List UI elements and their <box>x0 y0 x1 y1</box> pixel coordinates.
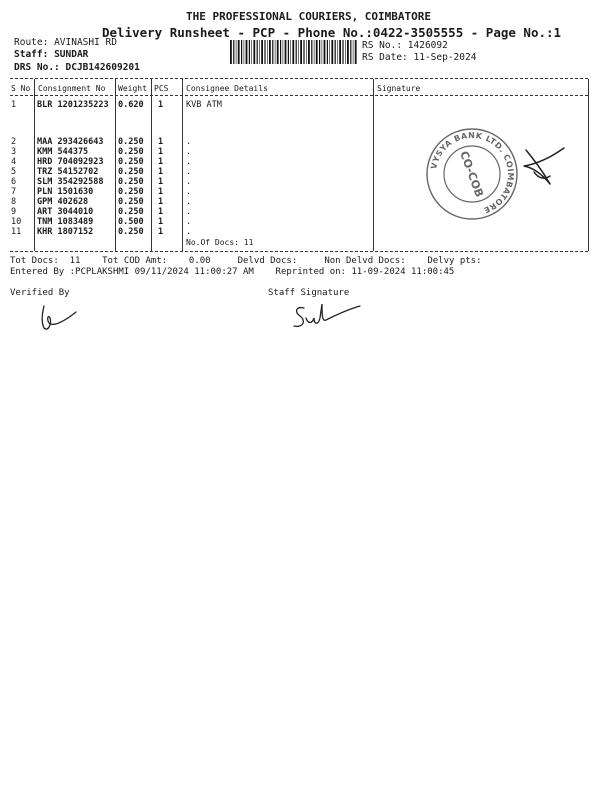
col-header-weight: Weight <box>118 84 147 93</box>
cell-consignment: TRZ 54152702 <box>37 167 99 177</box>
cell-consignment: KMM 544375 <box>37 147 89 157</box>
non-delvd-docs: Non Delvd Docs: <box>324 256 406 266</box>
table-top-rule <box>10 78 588 79</box>
cell-sno: 9 <box>11 207 17 217</box>
reprinted-on: Reprinted on: 11-09-2024 11:00:45 <box>275 267 455 277</box>
verifier-signature-image <box>36 302 78 334</box>
cell-weight: 0.250 <box>118 187 144 197</box>
cell-consignee: . <box>186 167 192 177</box>
cell-sno: 10 <box>11 217 22 227</box>
col-header-consignment: Consignment No <box>38 84 106 93</box>
rs-no-line <box>362 40 448 51</box>
drs-value: DCJB142609201 <box>65 62 140 73</box>
col-header-pcs: PCS <box>154 84 169 93</box>
cell-consignment: SLM 354292588 <box>37 177 104 187</box>
delvd-docs: Delvd Docs: <box>237 256 298 266</box>
consignee-signature-image <box>520 144 570 188</box>
cell-sno: 3 <box>11 147 17 157</box>
cell-sno: 5 <box>11 167 17 177</box>
drs-label: DRS No.: <box>14 62 60 73</box>
staff-signature-label: Staff Signature <box>268 288 350 298</box>
col-divider-sno <box>34 79 35 251</box>
cell-pcs: 1 <box>158 137 164 147</box>
staff-line <box>14 49 88 60</box>
cell-consignment: HRD 704092923 <box>37 157 104 167</box>
cell-sno: 8 <box>11 197 17 207</box>
cell-consignment: KHR 1807152 <box>37 227 94 237</box>
entered-by: Entered By :PCPLAKSHMI 09/11/2024 11:00:27 AM <box>10 267 254 277</box>
cell-consignee: . <box>186 197 192 207</box>
cell-consignee: . <box>186 227 192 237</box>
staff-label: Staff: <box>14 49 49 60</box>
cell-sno: 4 <box>11 157 17 167</box>
bank-stamp-seal <box>424 126 520 222</box>
cell-weight: 0.250 <box>118 227 144 237</box>
staff-signature-image <box>290 298 362 332</box>
drs-line <box>14 62 140 73</box>
tot-docs: Tot Docs: 11 <box>10 256 81 266</box>
cell-consignment: ART 3044010 <box>37 207 94 217</box>
table-header-rule <box>10 95 588 96</box>
staff-value: SUNDAR <box>54 49 89 60</box>
rs-no-value: 1426092 <box>407 40 448 51</box>
tot-cod-value: 0.00 <box>188 256 211 266</box>
cell-consignment: MAA 293426643 <box>37 137 104 147</box>
route-label: Route: <box>14 37 49 48</box>
svg-text:VYSYA BANK LTD. COIMBATORE: VYSYA BANK LTD. COIMBATORE <box>429 130 516 215</box>
cell-consignee: . <box>186 137 192 147</box>
col-header-sno: S No <box>11 84 31 93</box>
cell-consignee: KVB ATM <box>186 100 222 110</box>
cell-consignee: . <box>186 217 192 227</box>
cell-pcs: 1 <box>158 227 164 237</box>
cell-weight: 0.250 <box>118 167 144 177</box>
company-name: THE PROFESSIONAL COURIERS, COIMBATORE <box>186 10 432 23</box>
cell-pcs: 1 <box>158 147 164 157</box>
cell-consignment: GPM 402628 <box>37 197 89 207</box>
cell-sno: 2 <box>11 137 17 147</box>
cell-consignee: . <box>186 187 192 197</box>
cell-pcs: 1 <box>158 177 164 187</box>
cell-pcs: 1 <box>158 100 164 110</box>
cell-sno: 1 <box>11 100 17 110</box>
cell-weight: 0.500 <box>118 217 144 227</box>
cell-consignment: BLR 1201235223 <box>37 100 109 110</box>
cell-consignee: . <box>186 207 192 217</box>
cell-weight: 0.250 <box>118 157 144 167</box>
col-divider-right <box>588 79 589 251</box>
cell-sno: 7 <box>11 187 17 197</box>
svg-text:CO-COB: CO-COB <box>457 149 486 199</box>
rs-date-line <box>362 52 476 63</box>
delvy-pts: Delvy pts: <box>427 256 482 266</box>
rs-date-label: RS Date: <box>362 52 408 63</box>
cell-consignment: PLN 1501630 <box>37 187 94 197</box>
cell-pcs: 1 <box>158 157 164 167</box>
cell-consignee: . <box>186 157 192 167</box>
verified-by-label: Verified By <box>10 288 70 298</box>
cell-sno: 11 <box>11 227 22 237</box>
runsheet-title: Delivery Runsheet - PCP - Phone No.:0422-3505555 - Page No.:1 <box>102 25 562 40</box>
col-divider-pcs <box>182 79 183 251</box>
cell-consignee: . <box>186 147 192 157</box>
col-header-consignee: Consignee Details <box>186 84 268 93</box>
cell-weight: 0.250 <box>118 197 144 207</box>
cell-weight: 0.250 <box>118 147 144 157</box>
cell-pcs: 1 <box>158 207 164 217</box>
route-line <box>14 37 117 48</box>
cell-pcs: 1 <box>158 217 164 227</box>
cell-consignee: . <box>186 177 192 187</box>
totals-line <box>10 256 482 266</box>
rs-no-label: RS No.: <box>362 40 403 51</box>
cell-weight: 0.250 <box>118 177 144 187</box>
col-header-signature: Signature <box>377 84 421 93</box>
tot-cod-label: Tot COD Amt: <box>102 256 168 266</box>
entry-line <box>10 267 454 277</box>
table-bottom-rule <box>10 251 588 252</box>
rs-date-value: 11-Sep-2024 <box>413 52 477 63</box>
cell-weight: 0.250 <box>118 137 144 147</box>
col-divider-weight <box>151 79 152 251</box>
cell-sno: 6 <box>11 177 17 187</box>
cell-pcs: 1 <box>158 197 164 207</box>
cell-consignment: TNM 1083489 <box>37 217 94 227</box>
col-divider-consignee <box>373 79 374 251</box>
cell-weight: 0.620 <box>118 100 144 110</box>
route-value: AVINASHI RD <box>54 37 117 48</box>
col-divider-consignment <box>115 79 116 251</box>
cell-pcs: 1 <box>158 187 164 197</box>
barcode-image <box>230 40 357 64</box>
cell-weight: 0.250 <box>118 207 144 217</box>
no-of-docs: No.Of Docs: 11 <box>186 238 254 247</box>
cell-pcs: 1 <box>158 167 164 177</box>
